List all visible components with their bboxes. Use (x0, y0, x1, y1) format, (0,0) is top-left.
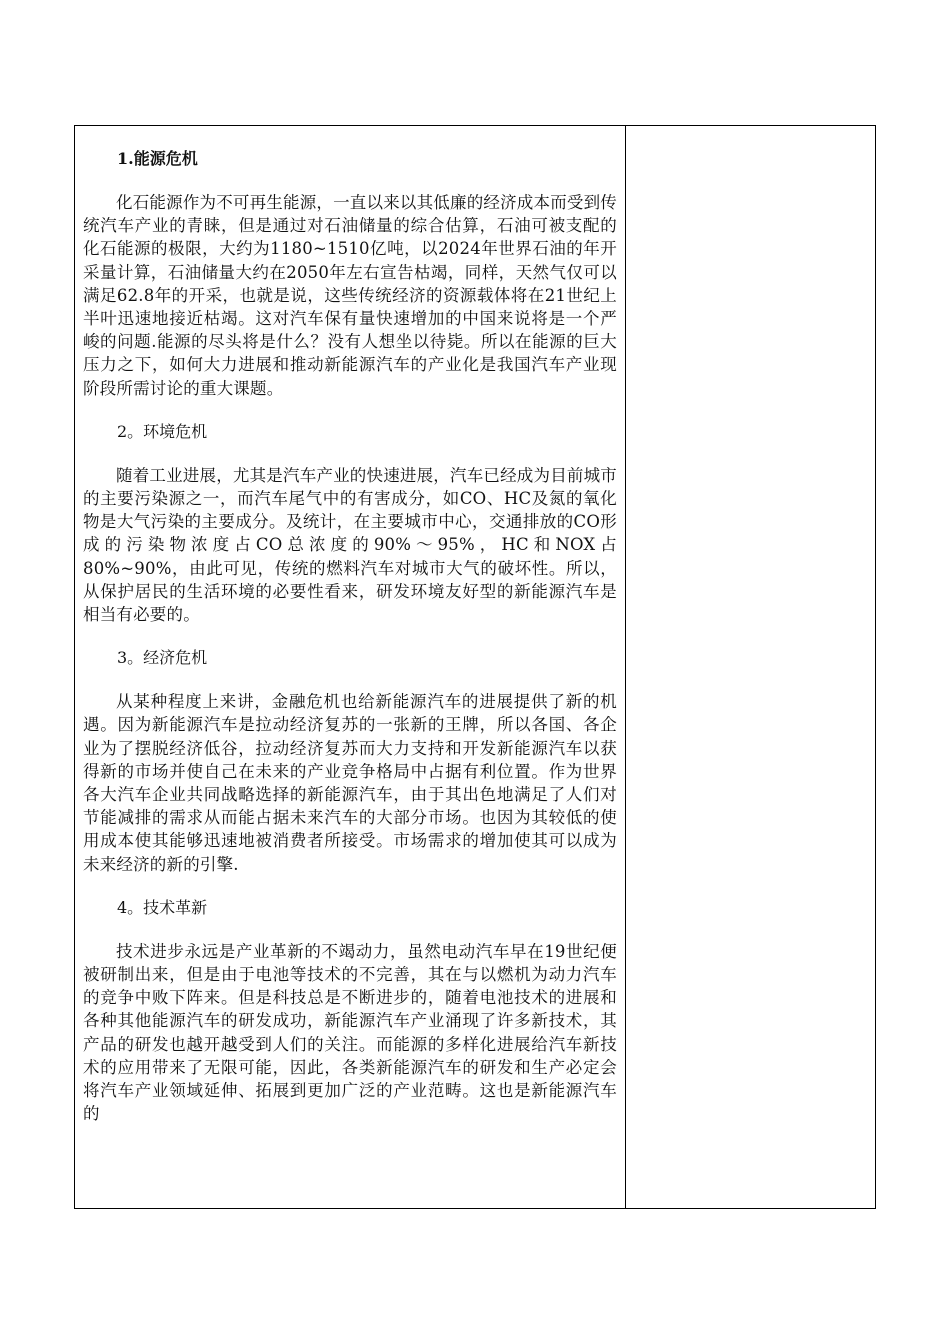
main-content-cell (75, 126, 626, 1208)
section-paragraph-technology-innovation: 技术进步永远是产业革新的不竭动力，虽然电动汽车早在19世纪便被研制出来，但是由于电池等技术的不完善，其在与以燃机为动力汽车的竞争中败下阵来。但是科技总是不断进步的，随着电池技术的进展和各种其他能源汽车的研发成功，新能源汽车产业涌现了许多新技术，其产品的研发也越开越受到人们的关注。而能源的多样化进展给汽车新技术的应用带来了无限可能，因此，各类新能源汽车的研发和生产必定会将汽车产业领域延伸、拓展到更加广泛的产业范畴。这也是新能源汽车的 (83, 941, 617, 1124)
side-empty-cell (626, 126, 875, 1208)
section-paragraph-environment-crisis: 随着工业进展，尤其是汽车产业的快速进展，汽车已经成为目前城市的主要污染源之一，而汽车尾气中的有害成分，如CO、HC及氮的氧化物是大气污染的主要成分。及统计，在主要城市中心，交通排放的CO形成的污染物浓度占CO总浓度的90%～95%，HC和NOX占80%~90%，由此可见，传统的燃料汽车对城市大气的破坏性。所以，从保护居民的生活环境的必要性看来，研发环境友好型的新能源汽车是相当有必要的。 (83, 465, 617, 625)
section-heading-economic-crisis: 3。经济危机 (117, 648, 208, 668)
section-heading-technology-innovation: 4。技术革新 (117, 897, 208, 917)
section-heading-environment-crisis: 2。环境危机 (117, 421, 208, 441)
document-table (74, 125, 876, 1209)
section-heading-energy-crisis: 1.能源危机 (117, 149, 198, 168)
section-paragraph-economic-crisis: 从某种程度上来讲，金融危机也给新能源汽车的进展提供了新的机遇。因为新能源汽车是拉动经济复苏的一张新的王牌，所以各国、各企业为了摆脱经济低谷，拉动经济复苏而大力支持和开发新能源汽车以获得新的市场并使自己在未来的产业竞争格局中占据有利位置。作为世界各大汽车企业共同战略选择的新能源汽车，由于其出色地满足了人们对节能减排的需求从而能占据未来汽车的大部分市场。也因为其较低的使用成本使其能够迅速地被消费者所接受。市场需求的增加使其可以成为未来经济的新的引擎. (83, 692, 617, 874)
section-paragraph-energy-crisis: 化石能源作为不可再生能源，一直以来以其低廉的经济成本而受到传统汽车产业的青睐，但是通过对石油储量的综合估算，石油可被支配的化石能源的极限，大约为1180~1510亿吨，以2024年世界石油的年开采量计算，石油储量大约在2050年左右宣告枯竭，同样，天然气仅可以满足62.8年的开采，也就是说，这些传统经济的资源载体将在21世纪上半叶迅速地接近枯竭。这对汽车保有量快速增加的中国来说将是一个严峻的问题.能源的尽头将是什么？没有人想坐以待毙。所以在能源的巨大压力之下，如何大力进展和推动新能源汽车的产业化是我国汽车产业现阶段所需讨论的重大课题。 (83, 193, 617, 398)
